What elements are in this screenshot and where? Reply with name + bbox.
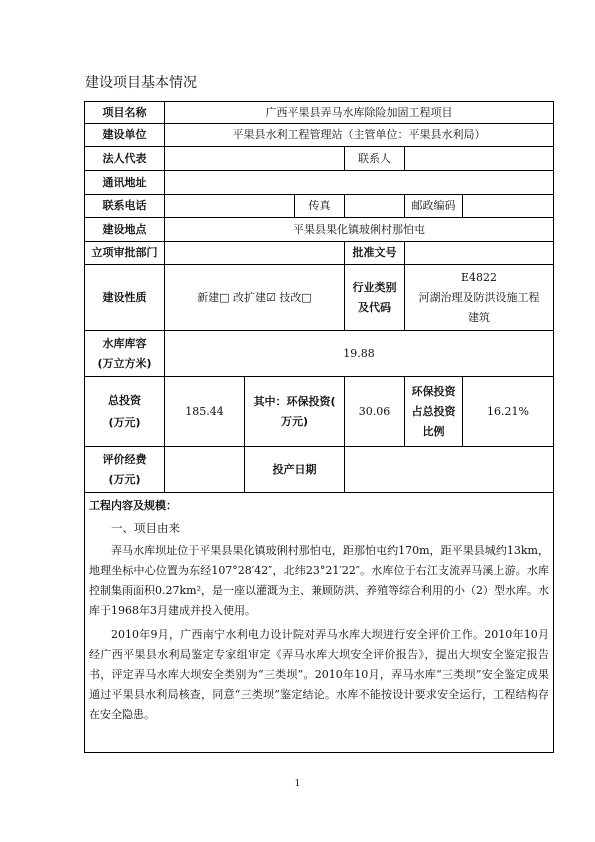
row-approval bbox=[85, 242, 554, 265]
content-paragraph-1: 弄马水库坝址位于平果县果化镇玻俐村那怕屯，距那怕屯约170m，距平果县城约13km，地理坐标中心位置为东经107°28′42″，北纬23°21′22″。水库位于右江支流弄马溪上游。水库控制集雨面积0.27km²，是一座以灌溉为主、兼顾防洪、养殖等综合利用的小（2）型水库。水库于1968年3月建成并投入使用。 bbox=[89, 544, 550, 617]
approval-doc-label: 批准文号 bbox=[345, 242, 405, 265]
row-legal-rep bbox=[85, 147, 554, 171]
project-info-table bbox=[84, 101, 554, 753]
capacity-label-line1: 水库库容 bbox=[102, 336, 147, 350]
row-address bbox=[85, 171, 554, 195]
nature-label: 建设性质 bbox=[85, 265, 165, 331]
postal-code-label: 邮政编码 bbox=[405, 195, 463, 218]
approval-doc-value bbox=[405, 242, 554, 265]
project-content-cell bbox=[85, 493, 554, 753]
address-label: 通讯地址 bbox=[85, 171, 165, 195]
page-number: 1 bbox=[294, 779, 301, 789]
project-name-value: 广西平果县弄马水库除险加固工程项目 bbox=[165, 102, 554, 124]
row-location bbox=[85, 218, 554, 242]
industry-label-line2: 及代码 bbox=[358, 300, 391, 314]
row-phone bbox=[85, 195, 554, 218]
approval-dept-value bbox=[165, 242, 345, 265]
builder-label: 建设单位 bbox=[85, 124, 165, 147]
phone-label: 联系电话 bbox=[85, 195, 165, 218]
row-nature bbox=[85, 265, 554, 331]
assessment-fee-label-line1: 评价经费 bbox=[102, 452, 147, 466]
project-name-label: 项目名称 bbox=[85, 102, 165, 124]
env-investment-value: 30.06 bbox=[345, 377, 405, 447]
env-investment-label-line1: 其中：环保投资( bbox=[253, 394, 336, 408]
capacity-value: 19.88 bbox=[165, 331, 554, 377]
total-investment-value: 185.44 bbox=[165, 377, 245, 447]
row-builder bbox=[85, 124, 554, 147]
total-investment-label-line2: (万元) bbox=[108, 415, 141, 429]
total-investment-label-line1: 总投资 bbox=[108, 393, 141, 407]
env-ratio-label-line3: 比例 bbox=[422, 424, 445, 438]
env-ratio-label-line1: 环保投资 bbox=[411, 384, 456, 398]
legal-rep-label: 法人代表 bbox=[85, 147, 165, 171]
total-investment-label bbox=[85, 377, 165, 447]
assessment-fee-label-line2: (万元) bbox=[108, 472, 141, 486]
row-project-name bbox=[85, 102, 554, 124]
postal-code-value bbox=[463, 195, 554, 218]
content-subheading: 一、项目由来 bbox=[111, 521, 180, 535]
address-value bbox=[165, 171, 554, 195]
industry-code: E4822 bbox=[461, 270, 498, 284]
builder-value: 平果县水利工程管理站（主管单位：平果县水利局） bbox=[165, 124, 554, 147]
contact-value bbox=[405, 147, 554, 171]
phone-value bbox=[165, 195, 295, 218]
section-title: 建设项目基本情况 bbox=[85, 75, 197, 91]
row-assessment bbox=[85, 447, 554, 493]
assessment-fee-value bbox=[165, 447, 245, 493]
industry-desc: 河湖治理及防洪设施工程建筑 bbox=[418, 290, 540, 324]
content-title: 工程内容及规模： bbox=[89, 499, 177, 512]
legal-rep-value bbox=[165, 147, 345, 171]
env-ratio-value: 16.21% bbox=[463, 377, 554, 447]
capacity-label-line2: (万立方米) bbox=[97, 356, 152, 370]
nature-options: 新建□ 改扩建☑ 技改□ bbox=[165, 265, 345, 331]
env-investment-label bbox=[245, 377, 345, 447]
industry-label bbox=[345, 265, 405, 331]
production-date-value bbox=[345, 447, 554, 493]
content-paragraph-2: 2010年9月，广西南宁水利电力设计院对弄马水库大坝进行安全评价工作。2010年10月经广西平果县水利局鉴定专家组审定《弄马水库大坝安全评价报告》，提出大坝安全鉴定报告书，评定弄马水库大坝安全类别为“三类坝”。2010年10月，弄马水库“三类坝”安全鉴定成果通过平果县水利局核查，同意“三类坝”鉴定结论。水库不能按设计要求安全运行，工程结构存在安全隐患。 bbox=[89, 628, 550, 721]
assessment-fee-label bbox=[85, 447, 165, 493]
env-investment-label-line2: 万元) bbox=[280, 414, 309, 428]
approval-dept-label: 立项审批部门 bbox=[85, 242, 165, 265]
production-date-label: 投产日期 bbox=[245, 447, 345, 493]
contact-label: 联系人 bbox=[345, 147, 405, 171]
location-value: 平果县果化镇玻俐村那怕屯 bbox=[165, 218, 554, 242]
env-ratio-label-line2: 占总投资 bbox=[411, 404, 456, 418]
fax-value bbox=[345, 195, 405, 218]
row-content bbox=[85, 493, 554, 753]
row-investment bbox=[85, 377, 554, 447]
env-ratio-label bbox=[405, 377, 463, 447]
fax-label: 传真 bbox=[295, 195, 345, 218]
row-capacity bbox=[85, 331, 554, 377]
industry-value bbox=[405, 265, 554, 331]
capacity-label bbox=[85, 331, 165, 377]
industry-label-line1: 行业类别 bbox=[352, 280, 397, 294]
location-label: 建设地点 bbox=[85, 218, 165, 242]
